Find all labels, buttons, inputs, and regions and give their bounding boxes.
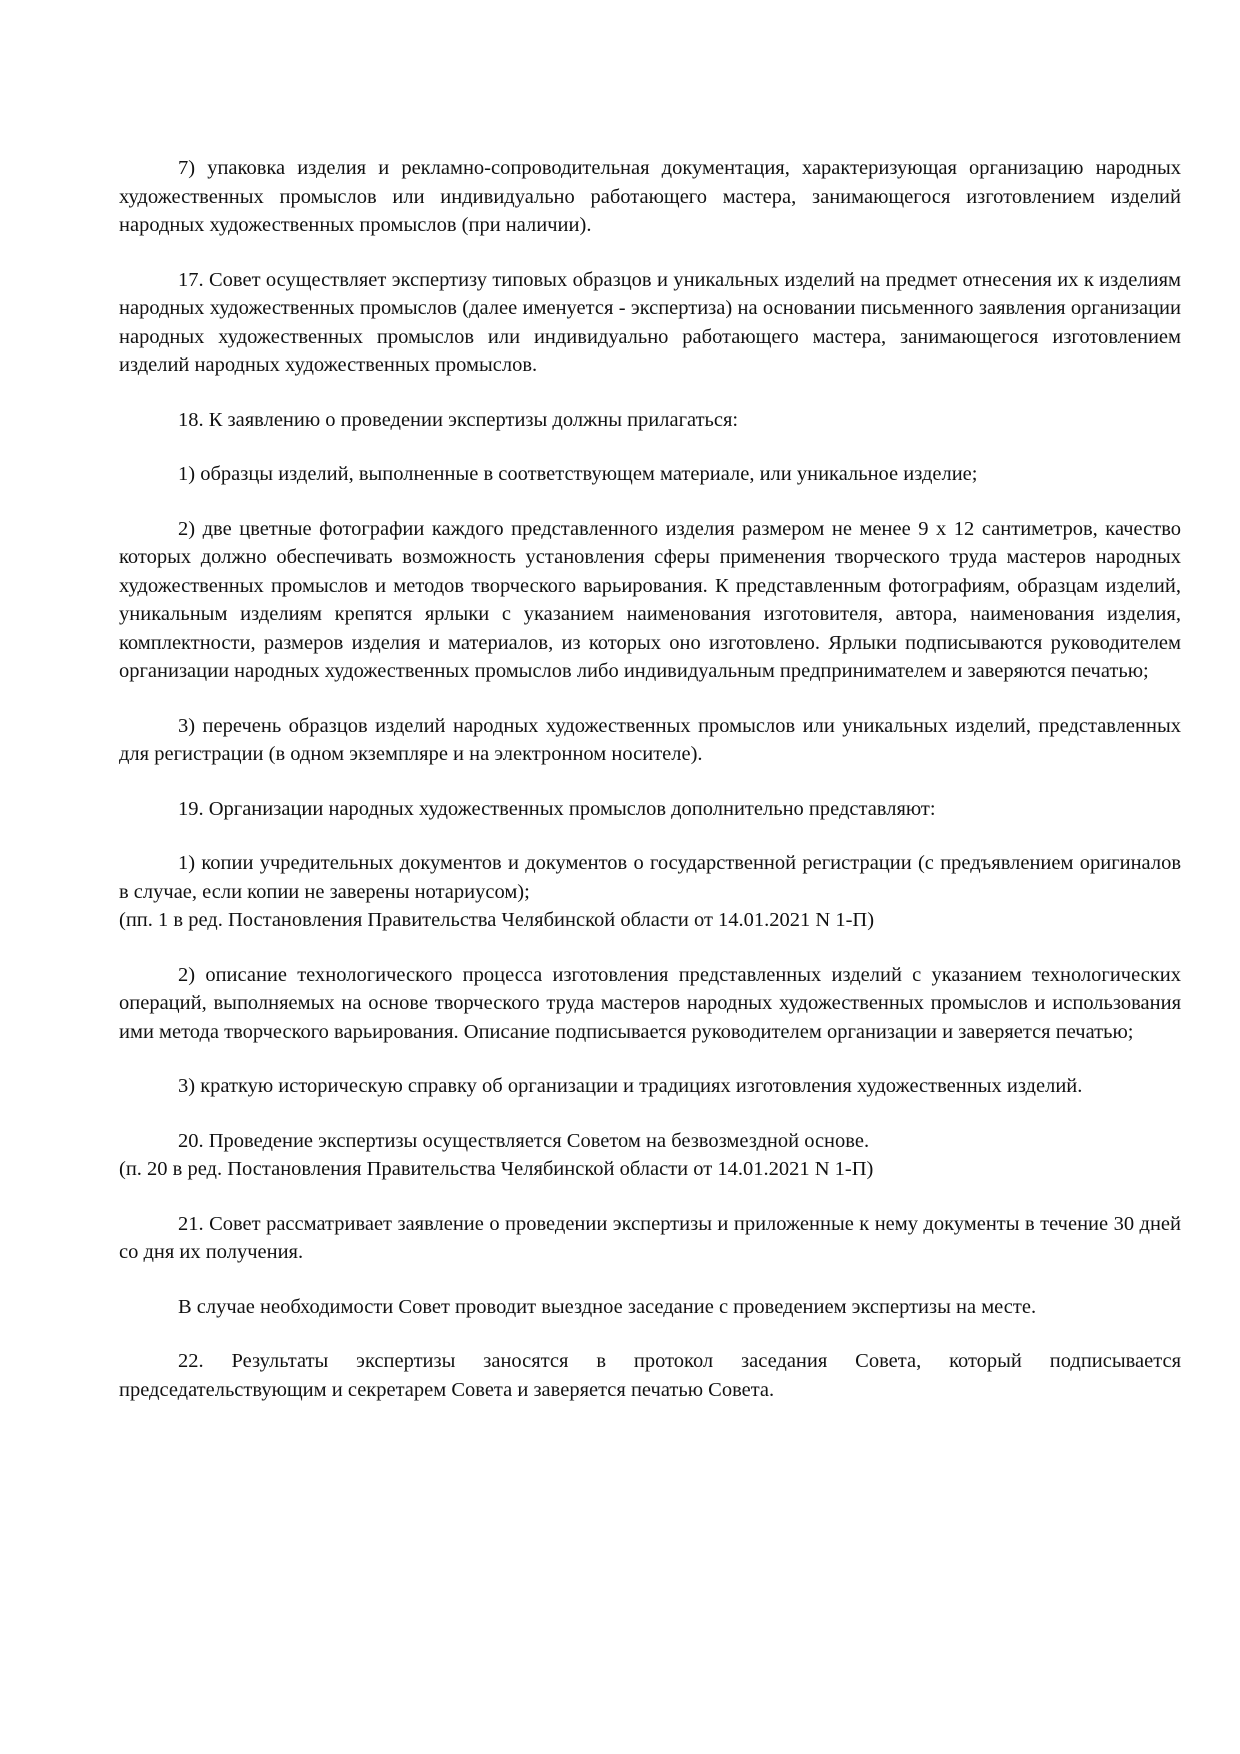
paragraph-21 [119,1210,1181,1267]
amendment-note: (п. 20 в ред. Постановления Правительства Челябинской области от 14.01.2021 N 1-П) [119,1158,874,1180]
paragraph-18-item-3 [119,712,1181,769]
paragraph-text: 3) краткую историческую справку об организации и традициях изготовления художественных изделий. [178,1075,1083,1097]
paragraph-21-continued [119,1293,1181,1322]
paragraph-18-item-1 [119,460,1181,489]
paragraph-text: 20. Проведение экспертизы осуществляется Советом на безвозмездной основе. [178,1129,870,1152]
paragraph-19-item-3 [119,1072,1181,1101]
paragraph-text: В случае необходимости Совет проводит выездное заседание с проведением экспертизы на месте. [178,1295,1037,1318]
paragraph-text: 2) описание технологического процесса изготовления представленных изделий с указанием технологических операций, выполняемых на основе творческого труда мастеров народных художественных промыслов и использования ими метода творческого варьирования. Описание подписывается руководителем организации и заверяется печатью; [119,963,1181,1043]
paragraph-text: 1) копии учредительных документов и документов о государственной регистрации (с предъявлением оригиналов в случае, если копии не заверены нотариусом); [119,852,1181,903]
paragraph-text: 18. К заявлению о проведении экспертизы должны прилагаться: [178,408,739,431]
paragraph-19 [119,795,1181,824]
amendment-note: (пп. 1 в ред. Постановления Правительства Челябинской области от 14.01.2021 N 1-П) [119,909,875,931]
paragraph-item-7 [119,154,1181,240]
paragraph-19-item-1 [119,849,1181,935]
paragraph-20 [119,1127,1181,1184]
paragraph-text: 7) упаковка изделия и рекламно-сопроводительная документация, характеризующая организацию народных художественных промыслов или индивидуально работающего мастера, занимающегося изготовлением изделий народных художественных промыслов (при наличии). [119,157,1181,236]
paragraph-text: 3) перечень образцов изделий народных художественных промыслов или уникальных изделий, представленных для регистрации (в одном экземпляре и на электронном носителе). [119,714,1181,765]
paragraph-22 [119,1347,1181,1404]
paragraph-18 [119,406,1181,435]
paragraph-17 [119,266,1181,380]
paragraph-text: 1) образцы изделий, выполненные в соответствующем материале, или уникальное изделие; [178,463,978,485]
paragraph-18-item-2 [119,515,1181,686]
paragraph-text: 2) две цветные фотографии каждого представленного изделия размером не менее 9 x 12 сантиметров, качество которых должно обеспечивать возможность установления сферы применения творческого труда мастеров народных художественных промыслов и методов творческого варьирования. К представленным фотографиям, образцам изделий, уникальным изделиям крепятся ярлыки с указанием наименования изготовителя, автора, наименования изделия, комплектности, размеров изделия и материалов, из которых оно изготовлено. Ярлыки подписываются руководителем организации народных художественных промыслов либо индивидуальным предпринимателем и заверяются печатью; [119,517,1181,682]
paragraph-text: 17. Совет осуществляет экспертизу типовых образцов и уникальных изделий на предмет отнесения их к изделиям народных художественных промыслов (далее именуется - экспертиза) на основании письменного заявления организации народных художественных промыслов или индивидуально работающего мастера, занимающегося изготовлением изделий народных художественных промыслов. [119,268,1181,376]
document-page [119,154,1181,1430]
paragraph-text: 22. Результаты экспертизы заносятся в протокол заседания Совета, который подписывается председательствующим и секретарем Совета и заверяется печатью Совета. [119,1350,1181,1401]
paragraph-text: 21. Совет рассматривает заявление о проведении экспертизы и приложенные к нему документы в течение 30 дней со дня их получения. [119,1212,1181,1263]
paragraph-text: 19. Организации народных художественных промыслов дополнительно представляют: [178,797,936,820]
paragraph-19-item-2 [119,961,1181,1047]
